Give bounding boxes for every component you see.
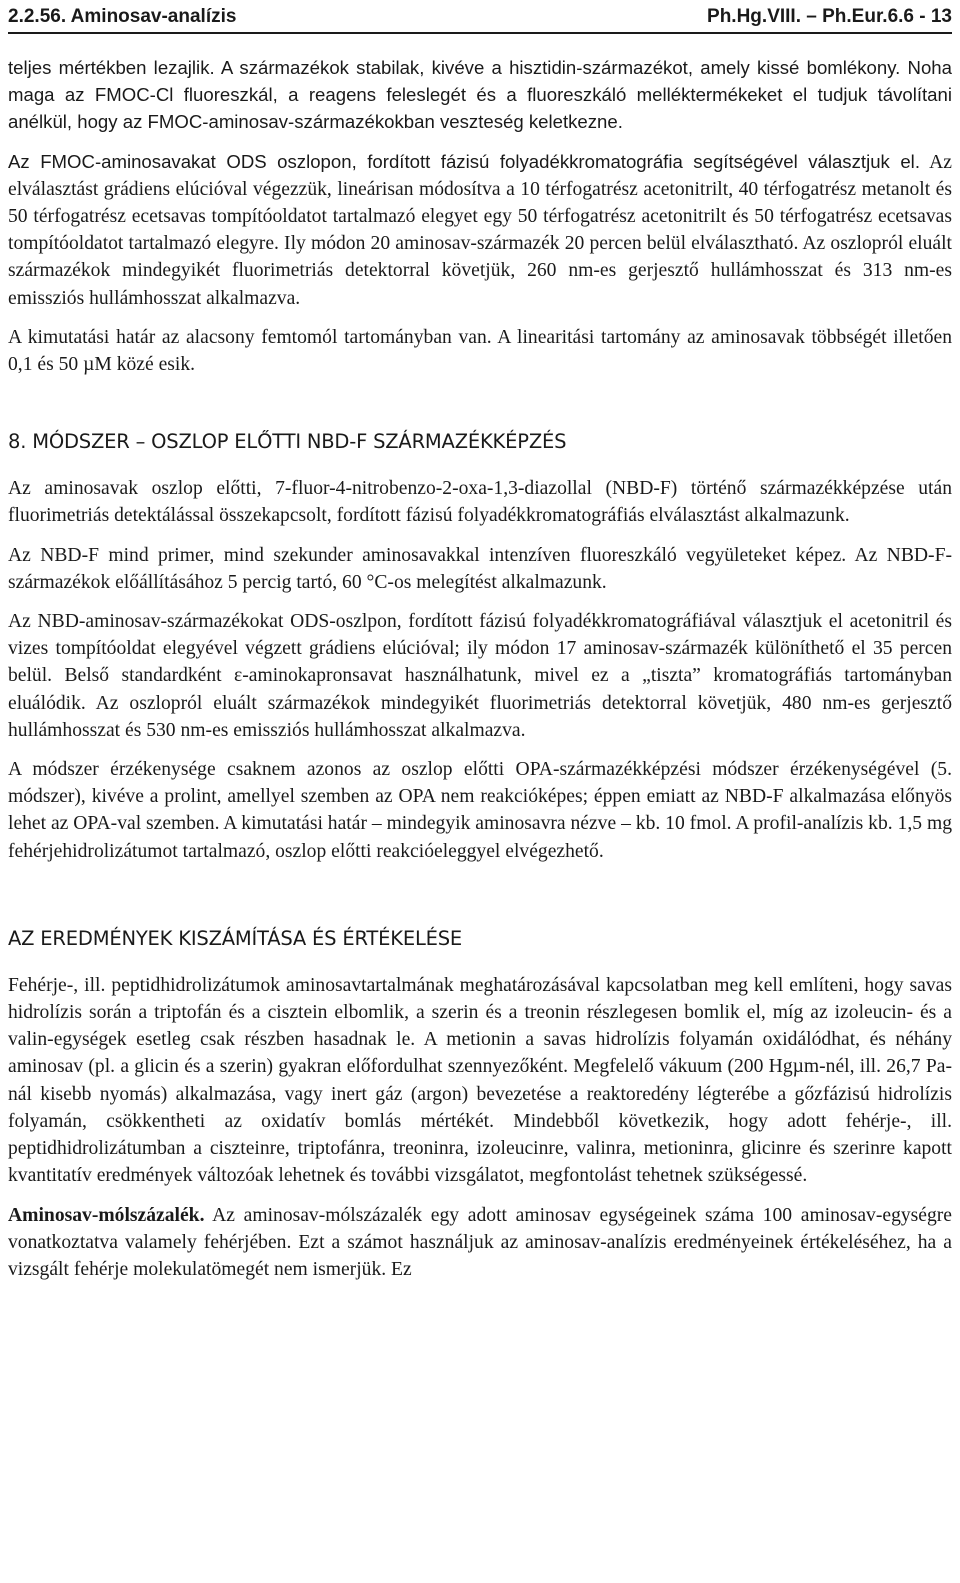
paragraph-fmoc-stability: teljes mértékben lezajlik. A származékok stabilak, kivéve a hisztidin-származékot, amely kissé bomlékony. Noha maga az FMOC-Cl fluoreszkál, a reagens feleslegét és a fluoreszkáló melléktermékeket el tudjuk távolítani anélkül, hogy az FMOC-aminosav-származékokban veszteség keletkezne. [8, 57, 952, 133]
paragraph-fmoc-separation-rest: Az elválasztást grádiens elúcióval végezzük, lineárisan módosítva a 10 térfogatrész acetonitrilt, 40 térfogatrész metanolt és 50 térfogatrész ecetsavas tompítóoldatot tartalmazó elegyet egy 50 térfogatrész acetonitrilt és 50 térfogatrész ecetsavas tompítóoldatot tartalmazó elegyre. Ily módon 20 aminosav-származék 20 percen belül elválasztható. Az oszlopról eluált származékok mindegyikét fluorimetriás detektorral követjük, 260 nm-es gerjesztő hullámhosszat és 313 nm-es emissziós hullámhosszat alkalmazva. [8, 151, 952, 309]
paragraph-nbdf-derivatives: Az NBD-F mind primer, mind szekunder aminosavakkal intenzíven fluoreszkáló vegyületeket képez. Az NBD-F-származékok előállításához 5 percig tartó, 60 °C-os melegítést alkalmazunk. [8, 544, 952, 593]
document-body [8, 54, 952, 1283]
paragraph-detection-limit: A kimutatási határ az alacsony femtomól tartományban van. A linearitási tartomány az aminosavak többségét illetően 0,1 és 50 µM közé esik. [8, 326, 952, 376]
header-pharmacopoeia-ref: Ph.Hg.VIII. – Ph.Eur.6.6 - 13 [707, 6, 952, 27]
paragraph-nbdf-separation: Az NBD-aminosav-származékokat ODS-oszlpon, fordított fázisú folyadékkromatográfiával választjuk el acetonitril és vizes tompítóoldat elegyével végzett grádiens elúcióval; ily módon 17 aminosav-származék különíthető el 35 percen belül. Belső standardként ε-aminokapronsavat használhatunk, mivel ez a „tiszta” kromatográfiás tartományban eluálódik. Az oszlopról eluált származékok mindegyikét fluorimetriás detektorral követjük, 480 nm-es gerjesztő hullámhosszat és 530 nm-es emissziós hullámhosszat alkalmazva. [8, 611, 952, 741]
paragraph-fmoc-separation-lead: Az FMOC-aminosavakat ODS oszlopon, fordított fázisú folyadékkromatográfia segítségével választjuk el. [8, 150, 920, 172]
paragraph-nbdf-sensitivity: A módszer érzékenysége csaknem azonos az oszlop előtti OPA-származékképzési módszer érzékenységével (5. módszer), kivéve a prolint, amellyel szemben az OPA nem reakcióképes; éppen emiatt az NBD-F alkalmazása előnyös lehet az OPA-val szemben. A kimutatási határ – mindegyik aminosavra nézve – kb. 10 fmol. A profil-analízis kb. 1,5 mg fehérjehidrolizátumot tartalmazó, oszlop előtti reakcióeleggyel elvégezhető. [8, 759, 952, 862]
section-heading-results: AZ EREDMÉNYEK KISZÁMÍTÁSA ÉS ÉRTÉKELÉSE [8, 926, 463, 950]
paragraph-hydrolysis-notes: Fehérje-, ill. peptidhidrolizátumok aminosavtartalmának meghatározásával kapcsolatban meg kell említeni, hogy savas hidrolízis során a triptofán és a cisztein elbomlik, a szerin és a treonin részlegesen bomlik el, míg az izoleucin- és a valin-egységek esetleg csak részben hasadnak le. A metionin a savas hidrolízis folyamán oxidálódhat, és néhány aminosav (pl. a glicin és a szerin) gyakran előfordulhat szennyezőként. Megfelelő vákuum (200 Hgµm-nél, ill. 26,7 Pa-nál kisebb nyomás) alkalmazása, vagy inert gáz (argon) bevezetése a reaktoredény légterébe a gőzfázisú hidrolízis folyamán, csökkentheti az oxidatív bomlás mértékét. Mindebből következik, hogy adott fehérje-, ill. peptidhidrolizátumban a ciszteinre, triptofánra, treoninra, izoleucinre, valinra, metioninra, glicinre és szerinre kapott kvantitatív eredmények változóak lehetnek és további vizsgálatot, megfontolást tehetnek szükségessé. [8, 974, 952, 1187]
paragraph-fmoc-separation [8, 148, 952, 312]
paragraph-mole-percent [8, 1202, 952, 1284]
term-aminosav-molszazalek: Aminosav-mólszázalék. [8, 1204, 205, 1226]
section-heading-method-8: 8. MÓDSZER – OSZLOP ELŐTTI NBD-F SZÁRMAZÉKKÉPZÉS [8, 430, 567, 454]
paragraph-mole-percent-text: Az aminosav-mólszázalék egy adott aminosav egységeinek száma 100 aminosav-egységre vonatkoztatva valamely fehérjében. Ezt a számot használjuk az aminosav-analízis eredményeinek értékeléséhez, ha a vizsgált fehérje molekulatömegét nem ismerjük. Ez [8, 1204, 952, 1280]
paragraph-nbdf-intro: Az aminosavak oszlop előtti, 7-fluor-4-nitrobenzo-2-oxa-1,3-diazollal (NBD-F) történő származékképzése után fluorimetriás detektálással összekapcsolt, fordított fázisú folyadékkromatográfiás elválasztást alkalmazunk. [8, 478, 952, 527]
page-header [8, 6, 952, 34]
header-chapter-title: 2.2.56. Aminosav-analízis [8, 6, 237, 27]
